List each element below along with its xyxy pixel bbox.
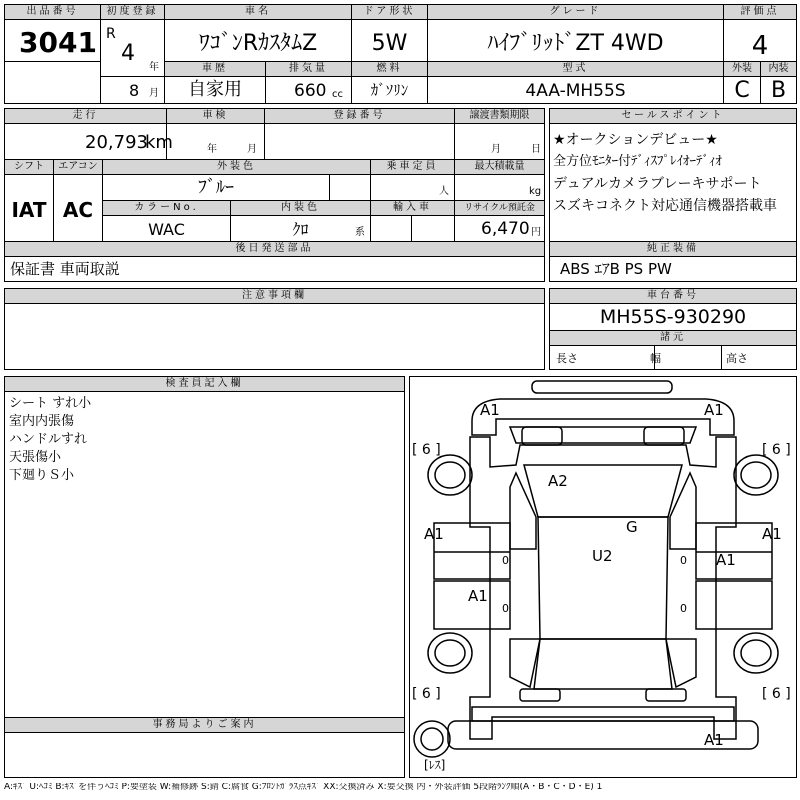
- grade-label: グレード: [428, 5, 723, 20]
- door-type: 5W: [371, 31, 408, 56]
- score: 4: [751, 31, 769, 61]
- notes-label: 注意事項欄: [5, 289, 544, 304]
- lot-number-label: 出品番号: [5, 5, 100, 20]
- tire-depth: [ 6 ]: [412, 686, 441, 702]
- color-cell: [102, 159, 371, 201]
- equipment-cell: [549, 241, 797, 282]
- displacement-label: 排気量: [266, 62, 351, 77]
- zero-mark: 0: [502, 554, 509, 567]
- inspection-label: 車検: [167, 109, 264, 124]
- load-unit: kg: [529, 186, 542, 197]
- tire-depth: [ 6 ]: [762, 686, 791, 702]
- car-name-cell: [164, 4, 352, 62]
- score-label: 評価点: [724, 5, 796, 20]
- capacity-unit: 人: [439, 186, 449, 197]
- reg-no-label: 登録番号: [265, 109, 454, 124]
- later-parts-label: 後日発送部品: [5, 242, 544, 257]
- inspector-line: 室内内張傷: [9, 414, 75, 429]
- car-diagram: [409, 376, 797, 778]
- score-cell: [723, 4, 797, 62]
- lot-number: 3041: [19, 26, 97, 59]
- model-label: 型式: [428, 62, 723, 77]
- recycle: 6,470: [481, 219, 530, 239]
- inspector-line: 天張傷小: [9, 450, 62, 465]
- car-outline: [410, 377, 796, 777]
- office-cell: [4, 717, 405, 778]
- notes-cell: [4, 288, 545, 370]
- month: 8: [129, 81, 140, 100]
- history-cell: [164, 61, 266, 104]
- displacement-cell: [265, 61, 352, 104]
- grade: ﾊｲﾌﾞﾘｯﾄﾞZT 4WD: [487, 31, 664, 56]
- ext-grade-cell: [723, 61, 761, 104]
- damage-mark: A1: [424, 525, 444, 543]
- divider: [100, 76, 165, 77]
- capacity-label: 乗車定員: [371, 160, 454, 175]
- int-color-cell: [230, 200, 371, 242]
- tire-depth: [ 6 ]: [412, 442, 441, 458]
- import-cell: [370, 200, 455, 242]
- color: ﾌﾞﾙｰ: [198, 177, 234, 198]
- inspection-year-unit: 年: [207, 144, 217, 155]
- transfer-label: 譲渡書類期限: [455, 109, 544, 124]
- width-label: 幅: [650, 352, 661, 365]
- displacement: 660: [294, 81, 327, 101]
- damage-mark: A1: [704, 731, 724, 749]
- ext-label: 外装: [724, 62, 760, 77]
- sales-points-label: セールスポイント: [550, 109, 796, 124]
- int-grade: B: [770, 78, 787, 103]
- year: 4: [121, 41, 135, 66]
- shift: IAT: [11, 198, 47, 222]
- lot-number-cell: [4, 4, 101, 62]
- chassis-cell: [549, 288, 797, 370]
- first-reg-cell: [100, 4, 165, 104]
- divider: [721, 345, 722, 370]
- color-label: 外装色: [103, 160, 370, 175]
- later-parts: 保証書 車両取説: [10, 260, 120, 278]
- damage-mark: A1: [716, 551, 736, 569]
- later-parts-cell: [4, 241, 545, 282]
- color-no: WAC: [148, 220, 185, 239]
- int-color-unit: 系: [355, 227, 365, 238]
- color-no-label: カラーNo.: [103, 201, 230, 216]
- damage-mark: A2: [548, 472, 568, 490]
- sales-points-cell: [549, 108, 797, 242]
- mileage: 20,793: [85, 132, 148, 153]
- int-grade-cell: [760, 61, 797, 104]
- sales-point-line: デュアルカメラブレーキサポート: [553, 176, 762, 192]
- zero-mark: 0: [680, 602, 687, 615]
- history: 自家用: [188, 79, 242, 100]
- month-unit: 月: [149, 88, 159, 99]
- ac: AC: [62, 198, 94, 222]
- office-label: 事務局よりご案内: [5, 718, 404, 733]
- inspection-month-unit: 月: [247, 144, 257, 155]
- length-label: 長さ: [556, 352, 578, 365]
- mileage-label: 走行: [5, 109, 166, 124]
- fuel-label: 燃料: [352, 62, 427, 77]
- import-label: 輸入車: [371, 201, 454, 216]
- spare-tire: [ﾚｽ]: [424, 758, 446, 772]
- sales-point-line: スズキコネクト対応通信機器搭載車: [553, 198, 777, 214]
- dims-label: 諸元: [550, 330, 796, 346]
- inspector-cell: [4, 376, 405, 718]
- era: R: [106, 26, 116, 42]
- zero-mark: 0: [502, 602, 509, 615]
- divider: [411, 216, 412, 242]
- inspection-cell: [166, 108, 265, 160]
- reg-no-cell: [264, 108, 455, 160]
- inspector-line: 下廻りＳ小: [9, 468, 75, 483]
- equipment: ABS ｴｱB PS PW: [560, 260, 672, 278]
- history-label: 車歴: [165, 62, 265, 77]
- damage-mark: G: [626, 518, 638, 536]
- equipment-label: 純正装備: [550, 242, 796, 257]
- model-cell: [427, 61, 724, 104]
- transfer-day-unit: 日: [531, 144, 541, 155]
- chassis-number: MH55S-930290: [599, 306, 747, 328]
- mileage-cell: [4, 108, 173, 160]
- tire-depth: [ 6 ]: [762, 442, 791, 458]
- fuel: ｶﾞｿﾘﾝ: [370, 81, 409, 99]
- displacement-unit: cc: [332, 89, 343, 100]
- fuel-cell: [351, 61, 428, 104]
- color-no-cell: [102, 200, 231, 242]
- year-unit: 年: [149, 62, 159, 73]
- door-cell: [351, 4, 428, 62]
- int-label: 内装: [761, 62, 796, 77]
- shift-label: シフト: [5, 160, 53, 175]
- inspector-line: シート すれ小: [9, 396, 92, 411]
- inspector-label: 検査員記入欄: [5, 377, 404, 392]
- ac-cell: [53, 159, 103, 242]
- load-cell: [454, 159, 545, 201]
- inspector-line: ハンドルすれ: [9, 432, 88, 447]
- ac-label: エアコン: [54, 160, 102, 175]
- ext-grade: C: [734, 78, 750, 103]
- recycle-label: リサイクル預託金: [455, 201, 544, 216]
- capacity-cell: [370, 159, 455, 201]
- car-name-label: 車名: [165, 5, 351, 20]
- int-color-label: 内装色: [231, 201, 370, 216]
- transfer-month-unit: 月: [491, 144, 501, 155]
- shift-cell: [4, 159, 54, 242]
- damage-mark: A1: [468, 587, 488, 605]
- sales-point-line: 全方位ﾓﾆﾀｰ付ﾃﾞｨｽﾌﾟﾚｲｵｰﾃﾞｨｵ: [553, 154, 723, 169]
- legend: A:ｷｽﾞ U:ﾍｺﾐ B:ｷｽﾞを伴うﾍｺﾐ P:要塗装 W:補修跡 S:錆 C:腐食 G:ﾌﾛﾝﾄｶﾞﾗｽ点ｷｽﾞ XX:交換済み X:要交換 内・外装評価 5段階ﾗﾝｸ順(A・B・C・D・E) 1: [4, 783, 603, 792]
- grade-cell: [427, 4, 724, 62]
- transfer-cell: [454, 108, 545, 160]
- height-label: 高さ: [726, 352, 748, 365]
- int-color: ｸﾛ: [292, 220, 309, 239]
- door-label: ドア形状: [352, 5, 427, 20]
- divider: [329, 174, 330, 201]
- damage-mark: U2: [592, 547, 613, 565]
- zero-mark: 0: [680, 554, 687, 567]
- damage-mark: A1: [480, 401, 500, 419]
- damage-mark: A1: [762, 525, 782, 543]
- first-reg-label: 初度登録: [101, 5, 164, 20]
- chassis-label: 車台番号: [550, 289, 796, 304]
- damage-mark: A1: [704, 401, 724, 419]
- recycle-cell: [454, 200, 545, 242]
- mileage-unit: km: [145, 132, 173, 153]
- car-name: ﾜｺﾞﾝRｶｽﾀﾑZ: [198, 31, 318, 56]
- recycle-unit: 円: [531, 227, 541, 238]
- sales-point-line: ★オークションデビュー★: [553, 132, 718, 148]
- load-label: 最大積載量: [455, 160, 544, 175]
- model: 4AA-MH55S: [525, 81, 626, 101]
